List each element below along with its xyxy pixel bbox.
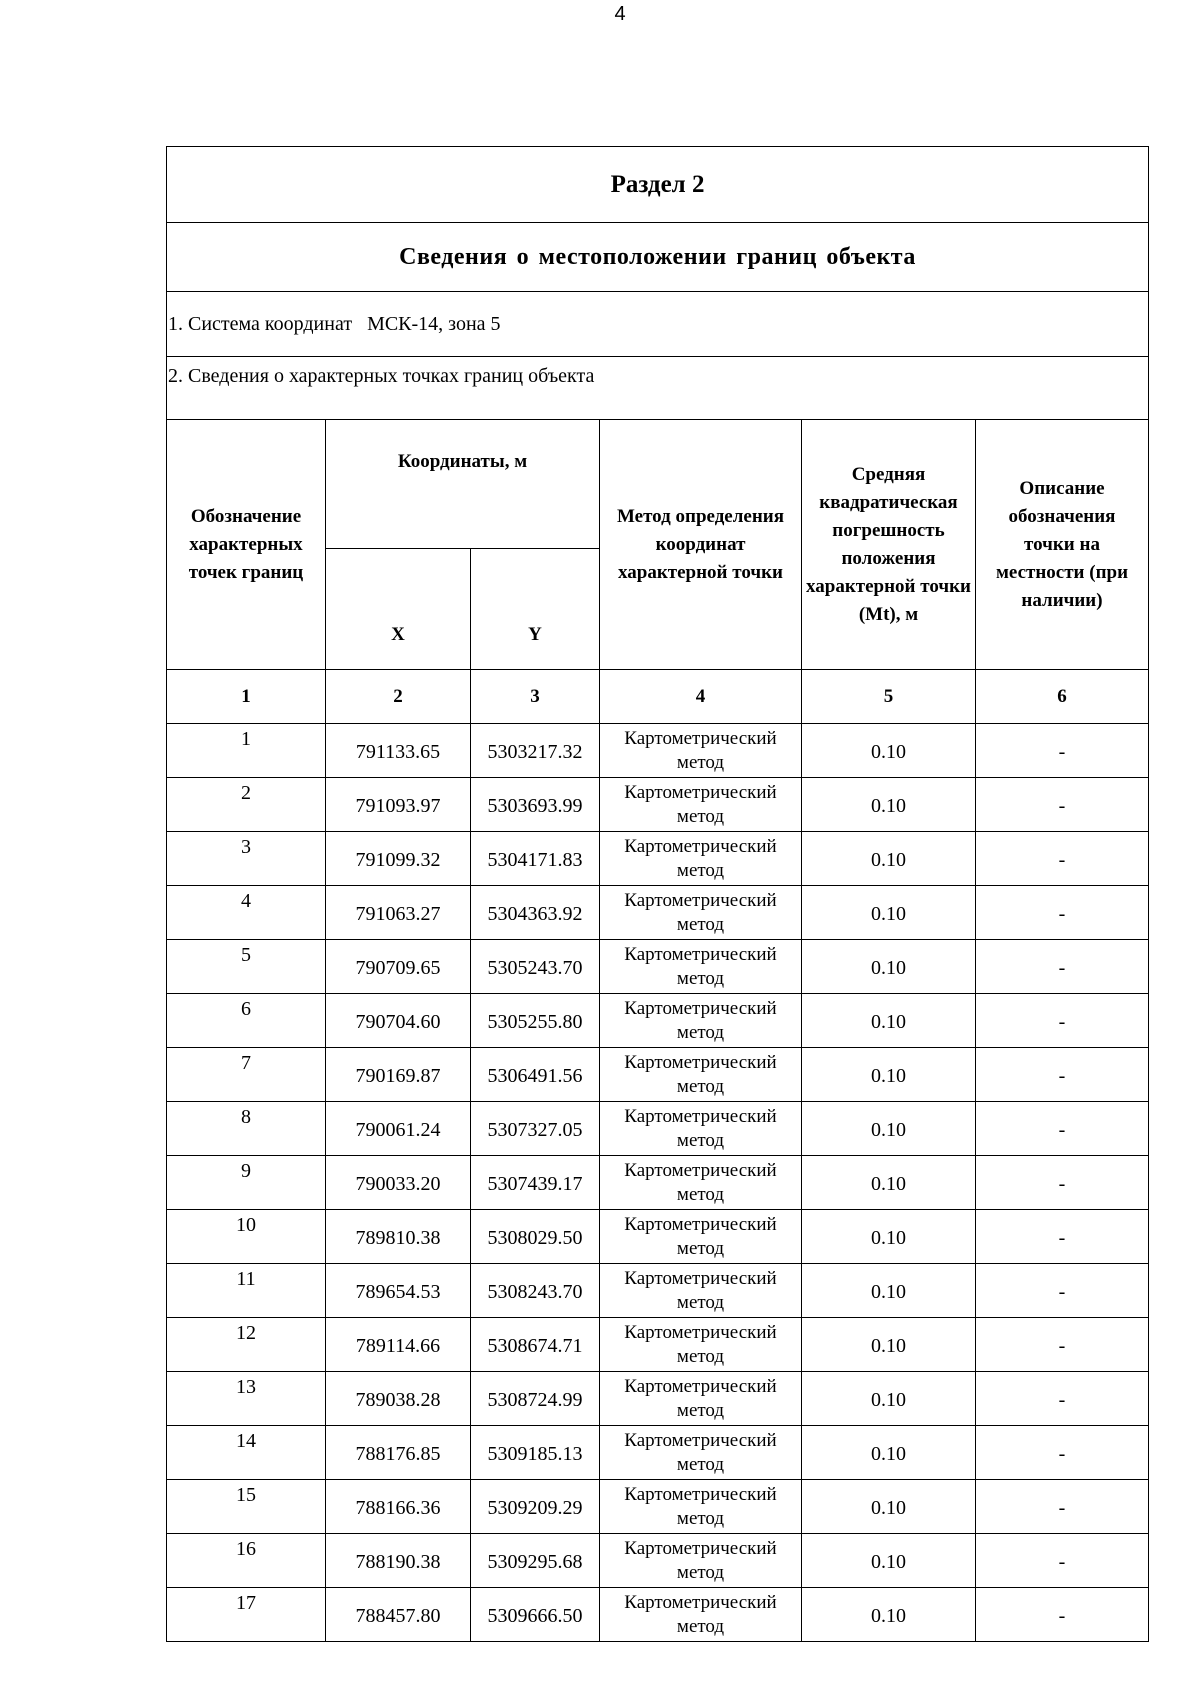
coord-y: 5309209.29 (471, 1480, 600, 1534)
method (600, 1318, 802, 1372)
point-description: - (976, 1264, 1149, 1318)
coord-y: 5304171.83 (471, 832, 600, 886)
header-coordinates: Координаты, м (326, 420, 600, 549)
method (600, 1210, 802, 1264)
accuracy-mt: 0.10 (802, 994, 976, 1048)
method-line2: метод (676, 1129, 725, 1151)
accuracy-mt: 0.10 (802, 1048, 976, 1102)
coord-y: 5305255.80 (471, 994, 600, 1048)
coord-y: 5308724.99 (471, 1372, 600, 1426)
method-line1: Картометрический (624, 1321, 777, 1343)
method-line1: Картометрический (624, 1159, 777, 1181)
point-description: - (976, 1426, 1149, 1480)
accuracy-mt: 0.10 (802, 1318, 976, 1372)
coord-x: 790709.65 (326, 940, 471, 994)
table-row (167, 1534, 1149, 1588)
point-id: 7 (167, 1048, 326, 1102)
coord-y: 5303693.99 (471, 778, 600, 832)
point-id: 12 (167, 1318, 326, 1372)
header-description: Описание обозначения точки на местности (при наличии) (976, 420, 1149, 670)
accuracy-mt: 0.10 (802, 724, 976, 778)
coord-y: 5309295.68 (471, 1534, 600, 1588)
point-id: 6 (167, 994, 326, 1048)
method-line2: метод (676, 1561, 725, 1583)
method-line2: метод (676, 1615, 725, 1637)
method-line1: Картометрический (624, 1483, 777, 1505)
point-description: - (976, 886, 1149, 940)
accuracy-mt: 0.10 (802, 1210, 976, 1264)
column-number: 3 (471, 670, 600, 724)
method-line1: Картометрический (624, 835, 777, 857)
section-subtitle: Сведения о местоположении границ объекта (167, 223, 1149, 292)
accuracy-mt: 0.10 (802, 1264, 976, 1318)
method-line2: метод (676, 913, 725, 935)
point-id: 2 (167, 778, 326, 832)
coordinate-system (167, 292, 1149, 357)
table-row (167, 1318, 1149, 1372)
point-description: - (976, 1372, 1149, 1426)
point-id: 13 (167, 1372, 326, 1426)
method (600, 886, 802, 940)
coord-x: 791133.65 (326, 724, 471, 778)
coord-x: 790061.24 (326, 1102, 471, 1156)
table-row (167, 778, 1149, 832)
header-y: Y (471, 549, 600, 670)
point-id: 10 (167, 1210, 326, 1264)
accuracy-mt: 0.10 (802, 1588, 976, 1642)
point-id: 1 (167, 724, 326, 778)
coord-x: 788176.85 (326, 1426, 471, 1480)
coord-x: 789114.66 (326, 1318, 471, 1372)
coordinate-system-label: 1. Система координат (168, 312, 353, 335)
coordinate-system-value: МСК-14, зона 5 (367, 312, 501, 335)
method-line1: Картометрический (624, 727, 777, 749)
method-line2: метод (676, 751, 725, 773)
point-description: - (976, 778, 1149, 832)
coord-x: 789654.53 (326, 1264, 471, 1318)
accuracy-mt: 0.10 (802, 832, 976, 886)
accuracy-mt: 0.10 (802, 1480, 976, 1534)
point-description: - (976, 1210, 1149, 1264)
method (600, 778, 802, 832)
table-row (167, 886, 1149, 940)
method (600, 1534, 802, 1588)
method (600, 1156, 802, 1210)
method-line1: Картометрический (624, 1267, 777, 1289)
method-line1: Картометрический (624, 1537, 777, 1559)
method (600, 994, 802, 1048)
accuracy-mt: 0.10 (802, 940, 976, 994)
page-number: 4 (614, 3, 626, 25)
table-row (167, 940, 1149, 994)
method (600, 1264, 802, 1318)
method-line2: метод (676, 1345, 725, 1367)
method-line1: Картометрический (624, 1105, 777, 1127)
coord-x: 791099.32 (326, 832, 471, 886)
method-line2: метод (676, 967, 725, 989)
point-description: - (976, 994, 1149, 1048)
point-id: 17 (167, 1588, 326, 1642)
method-line2: метод (676, 1075, 725, 1097)
coord-y: 5307439.17 (471, 1156, 600, 1210)
accuracy-mt: 0.10 (802, 1426, 976, 1480)
accuracy-mt: 0.10 (802, 886, 976, 940)
coord-y: 5309666.50 (471, 1588, 600, 1642)
point-description: - (976, 1480, 1149, 1534)
point-description: - (976, 1102, 1149, 1156)
table-row (167, 724, 1149, 778)
method-line2: метод (676, 1183, 725, 1205)
point-id: 5 (167, 940, 326, 994)
method-line1: Картометрический (624, 997, 777, 1019)
accuracy-mt: 0.10 (802, 778, 976, 832)
accuracy-mt: 0.10 (802, 1372, 976, 1426)
coord-x: 790704.60 (326, 994, 471, 1048)
accuracy-mt: 0.10 (802, 1534, 976, 1588)
method-line1: Картометрический (624, 943, 777, 965)
method-line2: метод (676, 1453, 725, 1475)
header-accuracy: Средняя квадратическая погрешность положения характерной точки (Mt), м (802, 420, 976, 670)
method-line2: метод (676, 1237, 725, 1259)
column-number: 2 (326, 670, 471, 724)
header-method: Метод определения координат характерной точки (600, 420, 802, 670)
method-line2: метод (676, 859, 725, 881)
method-line2: метод (676, 1507, 725, 1529)
accuracy-mt: 0.10 (802, 1156, 976, 1210)
coord-y: 5308029.50 (471, 1210, 600, 1264)
section-title: Раздел 2 (167, 147, 1149, 223)
table-row (167, 1210, 1149, 1264)
coord-y: 5308243.70 (471, 1264, 600, 1318)
coord-x: 791093.97 (326, 778, 471, 832)
method (600, 1426, 802, 1480)
method-line2: метод (676, 805, 725, 827)
point-description: - (976, 832, 1149, 886)
coord-x: 788457.80 (326, 1588, 471, 1642)
column-number: 5 (802, 670, 976, 724)
coord-x: 788166.36 (326, 1480, 471, 1534)
point-id: 3 (167, 832, 326, 886)
coord-x: 791063.27 (326, 886, 471, 940)
coord-y: 5308674.71 (471, 1318, 600, 1372)
point-id: 8 (167, 1102, 326, 1156)
method (600, 1588, 802, 1642)
coord-y: 5303217.32 (471, 724, 600, 778)
method-line2: метод (676, 1291, 725, 1313)
table-row (167, 994, 1149, 1048)
method-line1: Картометрический (624, 781, 777, 803)
coord-y: 5304363.92 (471, 886, 600, 940)
coord-x: 789038.28 (326, 1372, 471, 1426)
method (600, 724, 802, 778)
column-number: 6 (976, 670, 1149, 724)
method-line1: Картометрический (624, 1591, 777, 1613)
method (600, 832, 802, 886)
table-row (167, 1156, 1149, 1210)
coord-y: 5306491.56 (471, 1048, 600, 1102)
point-id: 4 (167, 886, 326, 940)
coord-x: 789810.38 (326, 1210, 471, 1264)
header-x: X (326, 549, 471, 670)
coord-y: 5307327.05 (471, 1102, 600, 1156)
point-id: 15 (167, 1480, 326, 1534)
table-row (167, 1102, 1149, 1156)
column-number: 1 (167, 670, 326, 724)
method (600, 1102, 802, 1156)
coord-x: 790169.87 (326, 1048, 471, 1102)
coord-x: 790033.20 (326, 1156, 471, 1210)
point-id: 14 (167, 1426, 326, 1480)
column-number: 4 (600, 670, 802, 724)
point-description: - (976, 940, 1149, 994)
boundary-points-table (166, 146, 1149, 1642)
table-row (167, 1048, 1149, 1102)
point-description: - (976, 724, 1149, 778)
coord-y: 5309185.13 (471, 1426, 600, 1480)
header-point-designation: Обозначение характерных точек границ (167, 420, 326, 670)
method-line1: Картометрический (624, 889, 777, 911)
point-description: - (976, 1318, 1149, 1372)
point-id: 11 (167, 1264, 326, 1318)
table-row (167, 832, 1149, 886)
method-line2: метод (676, 1021, 725, 1043)
method-line1: Картометрический (624, 1375, 777, 1397)
method-line1: Картометрический (624, 1429, 777, 1451)
method (600, 1048, 802, 1102)
table-row (167, 1588, 1149, 1642)
method-line1: Картометрический (624, 1213, 777, 1235)
accuracy-mt: 0.10 (802, 1102, 976, 1156)
method (600, 1480, 802, 1534)
point-id: 16 (167, 1534, 326, 1588)
table-row (167, 1372, 1149, 1426)
method (600, 1372, 802, 1426)
coord-x: 788190.38 (326, 1534, 471, 1588)
point-description: - (976, 1534, 1149, 1588)
table-row (167, 1480, 1149, 1534)
point-description: - (976, 1588, 1149, 1642)
method-line1: Картометрический (624, 1051, 777, 1073)
point-description: - (976, 1156, 1149, 1210)
method-line2: метод (676, 1399, 725, 1421)
point-id: 9 (167, 1156, 326, 1210)
table-row (167, 1426, 1149, 1480)
table-row (167, 1264, 1149, 1318)
point-description: - (976, 1048, 1149, 1102)
method (600, 940, 802, 994)
coord-y: 5305243.70 (471, 940, 600, 994)
points-info: 2. Сведения о характерных точках границ объекта (167, 357, 1149, 420)
